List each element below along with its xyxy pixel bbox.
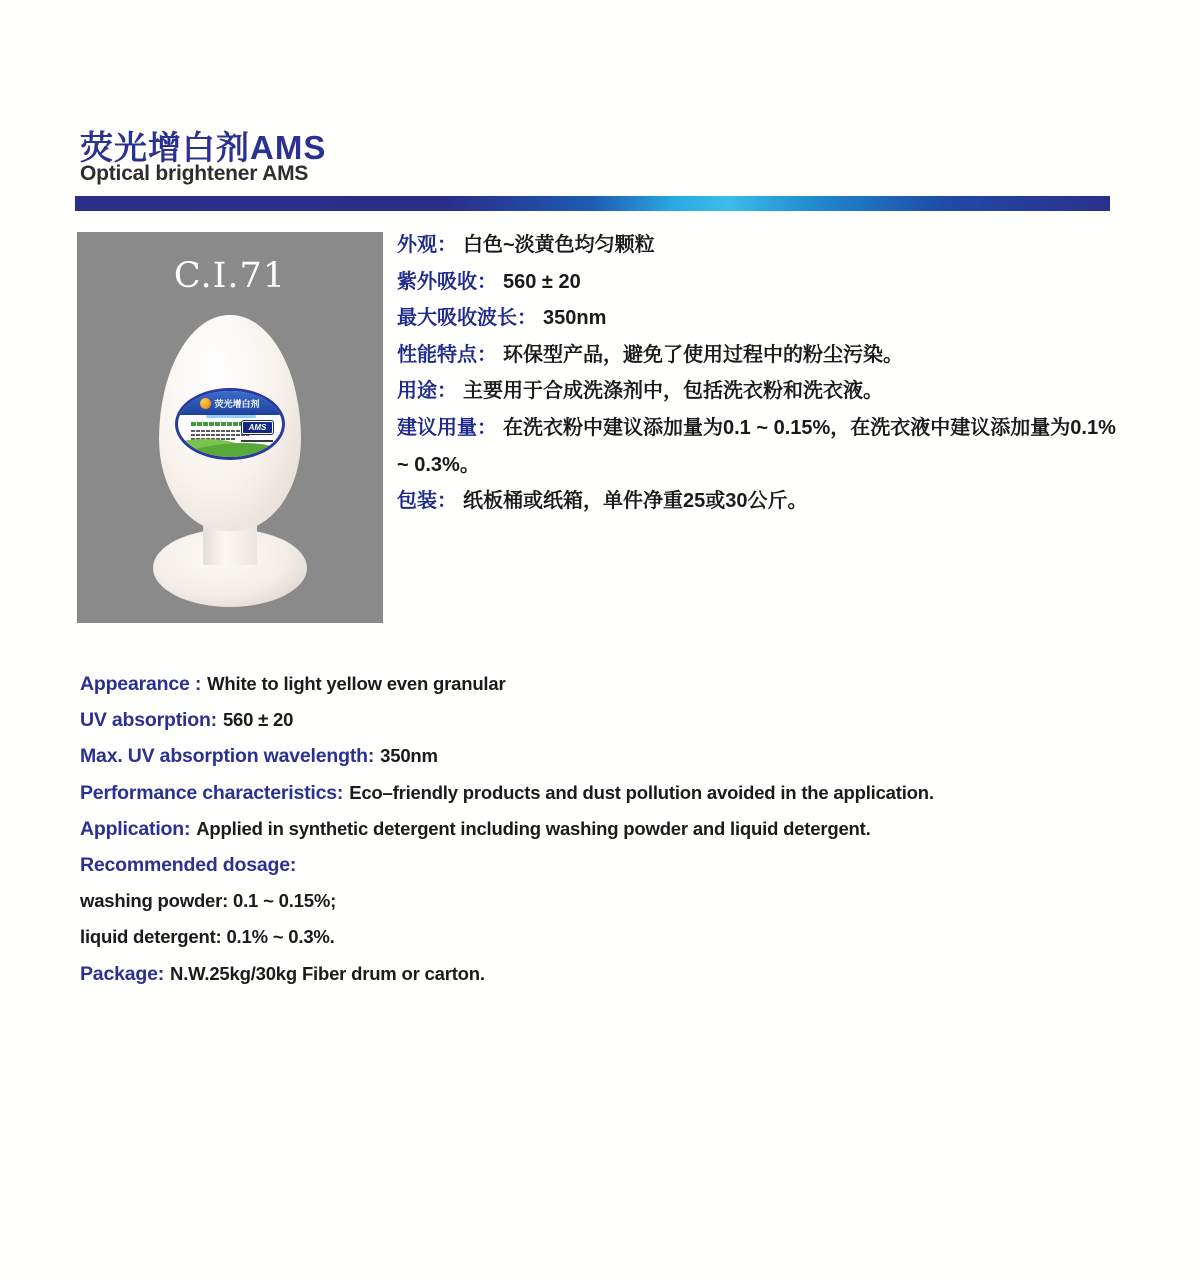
spec-value: 纸板桶或纸箱，单件净重25或30公斤。 [463,490,808,513]
spec-row-application-en [80,811,1120,847]
bottle-label-fineprint [191,434,249,436]
spec-row-dosage-heading-en [80,847,1120,883]
ams-badge: AMS [242,421,273,434]
batch-line [241,440,273,442]
spec-row-uv-absorption-en [80,702,1120,738]
spec-list-english [80,666,1120,992]
colour-index-overlay: C.I.71 [173,256,287,296]
bottle-label-title: 荧光增白剂 [214,398,260,409]
page-title-english: Optical brightener AMS [80,162,309,185]
spec-value: washing powder: 0.1 ~ 0.15%; [80,890,337,912]
page-title-chinese: 荧光增白剂AMS [80,129,327,166]
spec-label: 外观： [397,234,457,256]
spec-row-max-wavelength-en [80,738,1120,774]
spec-label: Recommended dosage: [80,854,297,877]
spec-label: Application: [80,817,191,840]
spec-value: liquid detergent: 0.1% ~ 0.3%. [80,926,335,948]
spec-label: Package: [80,962,165,985]
spec-row-washing-powder-en [80,883,1120,919]
bottle-label-fineprint [191,430,249,432]
spec-label: Appearance : [80,673,202,695]
gradient-divider-bar [75,196,1110,211]
bottle-label-company-line [191,422,247,426]
spec-value: 白色~淡黄色均匀颗粒 [463,234,655,256]
spec-row-package-en [80,956,1120,992]
spec-value: 在洗衣粉中建议添加量为0.1 ~ 0.15%，在洗衣液中建议添加量为0.1% ~ 0.3%。 [397,416,1116,476]
spec-value: 主要用于合成洗涤剂中，包括洗衣粉和洗衣液。 [463,380,883,403]
spec-label: 性能特点： [397,343,497,366]
spec-label: 最大吸收波长： [397,307,537,330]
spec-row-uv-absorption-cn [397,264,1117,301]
spec-label: UV absorption: [80,709,217,732]
spec-value: 560 ± 20 [222,709,294,731]
spec-label: Performance characteristics: [80,781,344,804]
spec-label: 包装： [397,490,457,513]
spec-row-performance-en [80,775,1120,811]
spec-row-dosage-cn [397,410,1117,483]
spec-value: 560 ± 20 [503,270,581,293]
spec-row-application-cn [397,373,1117,410]
spec-label: 紫外吸收： [397,270,497,293]
spec-label: 用途： [397,380,457,403]
spec-label: 建议用量： [397,416,497,439]
product-photo [77,232,383,623]
spec-row-max-wavelength-cn [397,300,1117,337]
spec-row-liquid-detergent-en [80,919,1120,955]
spec-value: N.W.25kg/30kg Fiber drum or carton. [170,962,485,984]
spec-value: 350nm [380,745,438,767]
spec-value: 350nm [543,307,607,330]
brand-logo-icon [200,398,211,409]
spec-label: Max. UV absorption wavelength: [80,745,375,768]
spec-row-performance-cn [397,337,1117,374]
spec-value: Applied in synthetic detergent including washing powder and liquid detergent. [196,817,871,839]
spec-row-appearance-en [80,666,1120,702]
bottle-label-header [178,391,282,415]
bottle-label-tagline [206,415,256,418]
spec-value: White to light yellow even granular [207,673,506,694]
spec-value: 环保型产品，避免了使用过程中的粉尘污染。 [503,343,903,366]
spec-row-appearance-cn [397,227,1117,264]
spec-value: Eco–friendly products and dust pollution avoided in the application. [349,781,934,803]
spec-row-package-cn [397,483,1117,520]
bottle-label [175,388,285,460]
spec-list-chinese [397,227,1117,520]
